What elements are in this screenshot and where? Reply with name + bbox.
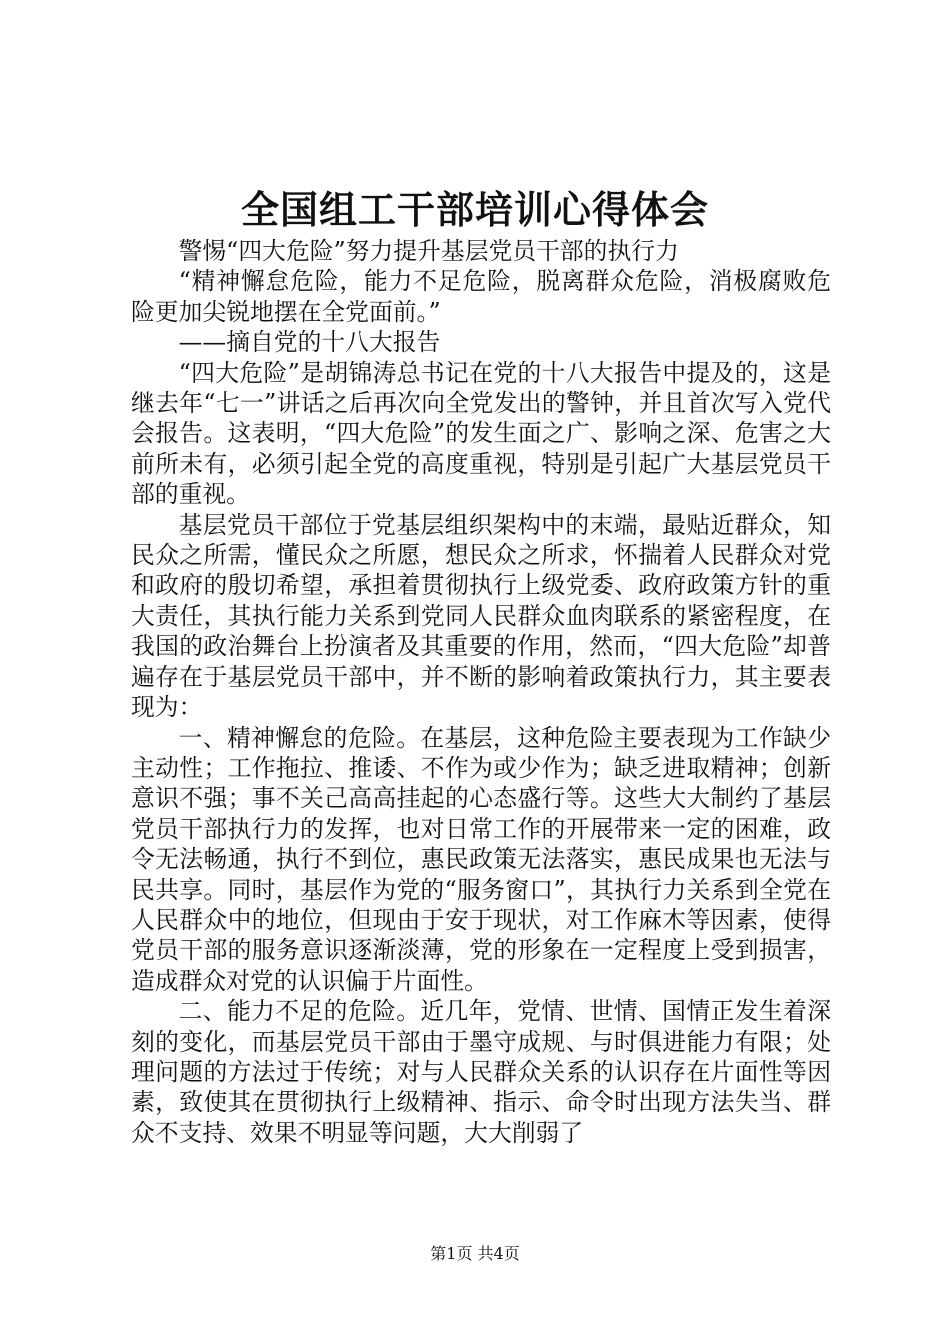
paragraph-point-two: 二、能力不足的危险。近几年，党情、世情、国情正发生着深刻的变化，而基层党员干部由于墨守成规、与时俱进能力有限；处理问题的方法过于传统；对与人民群众关系的认识存在片面性等因素，致使其在贯彻执行上级精神、指示、命令时出现方法失当、群众不支持、效果不明显等问题，大大削弱了 (131, 997, 831, 1147)
paragraph-quote-source: ——摘自党的十八大报告 (178, 328, 441, 357)
paragraph-subtitle: 警惕“四大危险”努力提升基层党员干部的执行力 (178, 237, 679, 265)
paragraph-background: 基层党员干部位于党基层组织架构中的末端，最贴近群众，知民众之所需，懂民众之所愿，想民众之所求，怀揣着人民群众对党和政府的殷切希望，承担着贯彻执行上级党委、政府政策方针的重大责任，其执行能力关系到党同人民群众血肉联系的紧密程度，在我国的政治舞台上扮演者及其重要的作用，然而，“四大危险”却普遍存在于基层党员干部中，并不断的影响着政策执行力，其主要表现为： (131, 510, 831, 722)
paragraph-intro: “四大危险”是胡锦涛总书记在党的十八大报告中提及的，这是继去年“七一”讲话之后再次向全党发出的警钟，并且首次写入党代会报告。这表明，“四大危险”的发生面之广、影响之深、危害之大前所未有，必须引起全党的高度重视，特别是引起广大基层党员干部的重视。 (131, 358, 831, 509)
document-title: 全国组工干部培训心得体会 (240, 187, 709, 232)
document-body (131, 236, 831, 1148)
paragraph-quote: “精神懈怠危险，能力不足危险，脱离群众危险，消极腐败危险更加尖锐地摆在全党面前。” (131, 267, 831, 326)
page-footer: 第1页 共4页 (430, 1244, 520, 1263)
paragraph-point-one: 一、精神懈怠的危险。在基层，这种危险主要表现为工作缺少主动性；工作拖拉、推诿、不作为或少作为；缺乏进取精神；创新意识不强；事不关己高高挂起的心态盛行等。这些大大制约了基层党员干部执行力的发挥，也对日常工作的开展带来一定的困难，政令无法畅通，执行不到位，惠民政策无法落实，惠民成果也无法与民共享。同时，基层作为党的“服务窗口”，其执行力关系到全党在人民群众中的地位，但现由于安于现状，对工作麻木等因素，使得党员干部的服务意识逐渐淡薄，党的形象在一定程度上受到损害，造成群众对党的认识偏于片面性。 (131, 723, 831, 995)
